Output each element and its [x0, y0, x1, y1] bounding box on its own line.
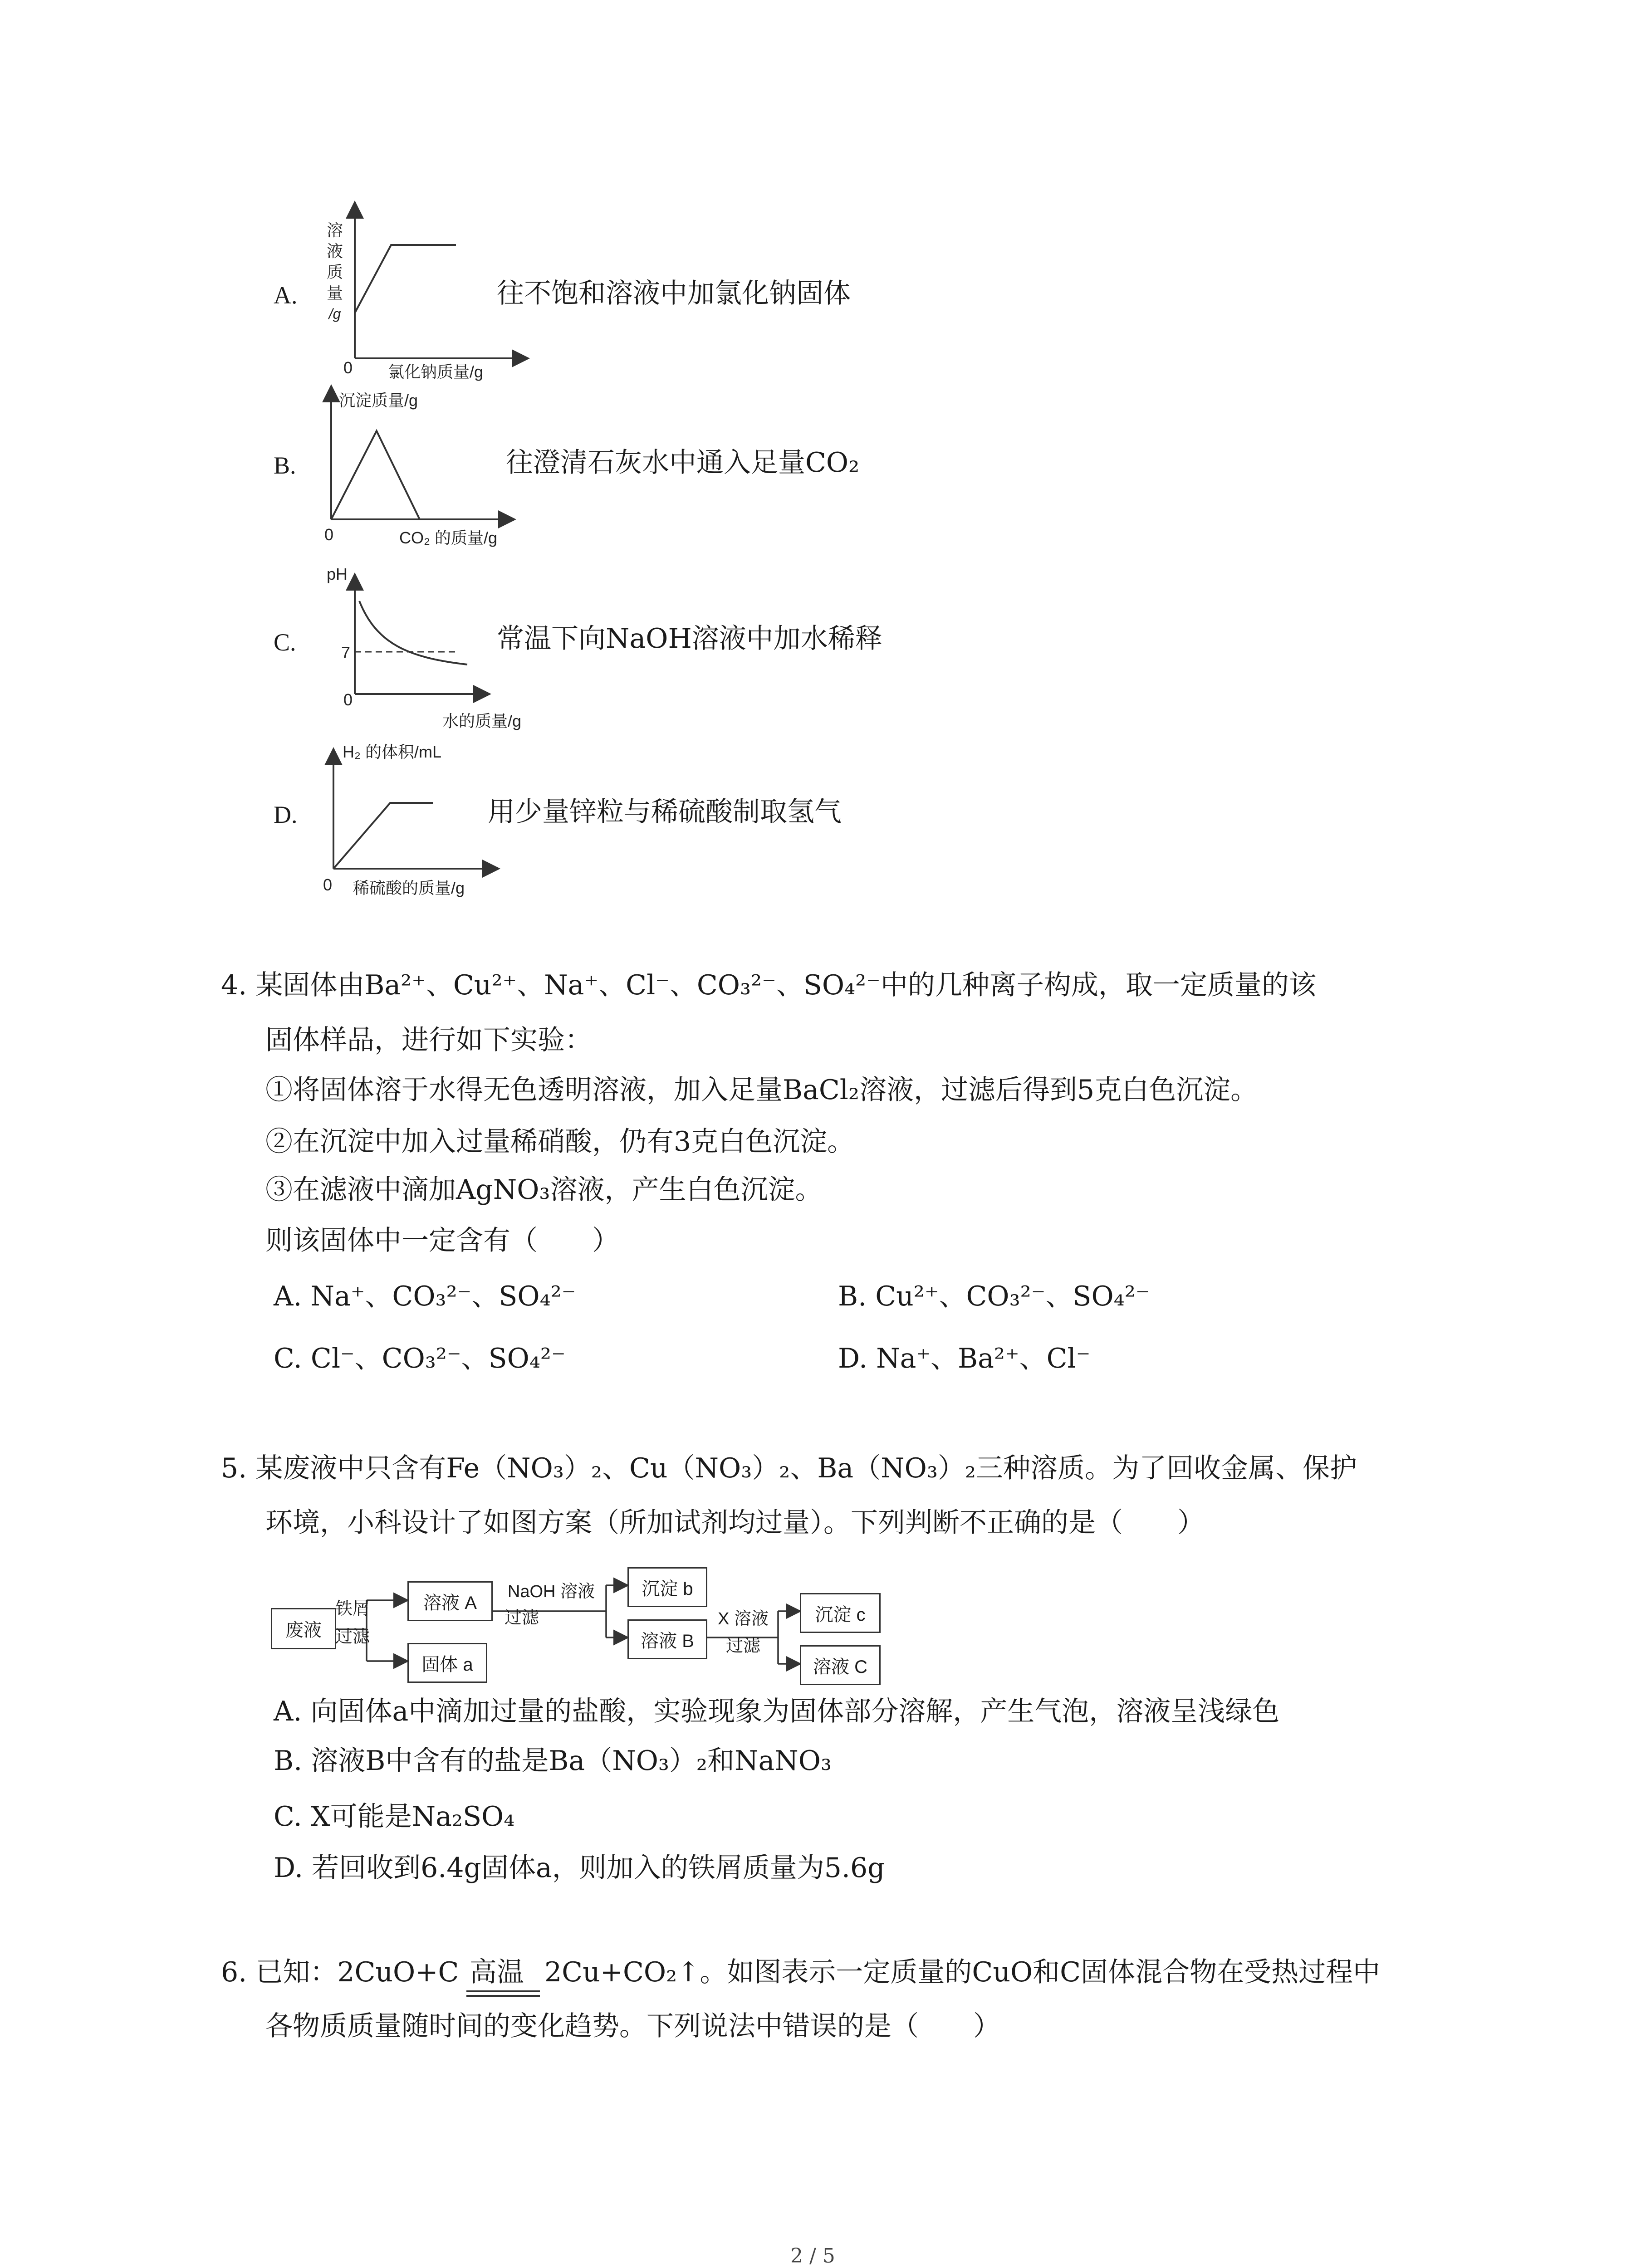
flow-step2-bottom: 过滤	[504, 1608, 539, 1628]
option-c-desc: 常温下向NaOH溶液中加水稀释	[497, 623, 882, 655]
flow-step1-bottom: 过滤	[335, 1628, 370, 1647]
q5-line2: 环境，小科设计了如图方案（所加试剂均过量）。下列判断不正确的是（ ）	[265, 1507, 1205, 1539]
option-c-letter: C.	[274, 629, 296, 656]
graph-c-xlabel: 水的质量/g	[442, 712, 522, 730]
flow-solution-a: 溶液 A	[407, 1581, 493, 1621]
q4-question: 则该固体中一定含有（ ）	[265, 1225, 619, 1256]
q5-option-a: A. 向固体a中滴加过量的盐酸，实验现象为固体部分溶解，产生气泡，溶液呈浅绿色	[274, 1696, 1280, 1727]
page-number: 2 / 5	[790, 2244, 835, 2268]
flow-solid-a: 固体 a	[407, 1643, 487, 1683]
graph-a-ylabel: 溶 液 质 量 /g	[326, 221, 343, 322]
graph-d-ylabel: H₂ 的体积/mL	[343, 743, 441, 761]
q4-option-b: B. Cu²⁺、CO₃²⁻、SO₄²⁻	[838, 1281, 1150, 1312]
q4-line2: 固体样品，进行如下实验：	[265, 1024, 592, 1056]
option-b-desc: 往澄清石灰水中通入足量CO₂	[506, 447, 860, 479]
q4-option-d: D. Na⁺、Ba²⁺、Cl⁻	[838, 1343, 1091, 1374]
flow-solution-b: 溶液 B	[627, 1619, 707, 1659]
q6-line1-end: 2Cu+CO₂↑。如图表示一定质量的CuO和C固体混合物在受热过程中	[544, 1956, 1381, 1988]
condition-underline	[466, 1991, 540, 1996]
graph-b-origin: 0	[324, 525, 334, 544]
q5-option-b: B. 溶液B中含有的盐是Ba（NO₃）₂和NaNO₃	[274, 1745, 832, 1777]
option-d-desc: 用少量锌粒与稀硫酸制取氢气	[488, 796, 842, 828]
graph-c-origin: 0	[343, 690, 353, 709]
flow-waste: 废液	[271, 1608, 336, 1649]
graph-b-ylabel: 沉淀质量/g	[339, 391, 418, 410]
option-d-letter: D.	[274, 801, 298, 828]
flow-step2-top: NaOH 溶液	[507, 1582, 595, 1601]
q6-line1-start: 6. 已知：2CuO+C	[221, 1956, 459, 1988]
graph-a-origin: 0	[343, 358, 353, 377]
flow-precipitate-b: 沉淀 b	[627, 1567, 707, 1607]
flow-step3-top: X 溶液	[718, 1609, 769, 1628]
graph-b-xlabel: CO₂ 的质量/g	[399, 528, 498, 547]
q4-option-c: C. Cl⁻、CO₃²⁻、SO₄²⁻	[274, 1343, 566, 1374]
flow-solution-c: 溶液 C	[800, 1645, 881, 1685]
option-a-desc: 往不饱和溶液中加氯化钠固体	[497, 278, 851, 309]
q5-line1: 5. 某废液中只含有Fe（NO₃）₂、Cu（NO₃）₂、Ba（NO₃）₂三种溶质。为了回收金属、保护	[221, 1452, 1357, 1484]
flow-step3-bottom: 过滤	[725, 1637, 760, 1656]
q5-option-d: D. 若回收到6.4g固体a，则加入的铁屑质量为5.6g	[274, 1852, 885, 1884]
q4-step2: ②在沉淀中加入过量稀硝酸，仍有3克白色沉淀。	[265, 1126, 855, 1158]
graph-c	[355, 576, 488, 694]
graph-d-xlabel: 稀硫酸的质量/g	[353, 879, 465, 897]
q6-line2: 各物质质量随时间的变化趋势。下列说法中错误的是（ ）	[265, 2010, 1000, 2042]
option-a-letter: A.	[274, 282, 298, 309]
q5-option-c: C. X可能是Na₂SO₄	[274, 1801, 515, 1833]
option-b-letter: B.	[274, 452, 296, 479]
graph-a-xlabel: 氯化钠质量/g	[388, 362, 484, 381]
graph-d	[333, 751, 497, 869]
flow-precipitate-c: 沉淀 c	[800, 1593, 881, 1633]
q4-option-a: A. Na⁺、CO₃²⁻、SO₄²⁻	[274, 1281, 576, 1312]
q6-reaction-condition: 高温	[470, 1956, 524, 1988]
flow-step1-top: 铁屑	[335, 1599, 370, 1618]
q4-step3: ③在滤液中滴加AgNO₃溶液，产生白色沉淀。	[265, 1174, 823, 1206]
q4-line1: 4. 某固体由Ba²⁺、Cu²⁺、Na⁺、Cl⁻、CO₃²⁻、SO₄²⁻中的几种离子构成，取一定质量的该	[221, 969, 1316, 1001]
q4-step1: ①将固体溶于水得无色透明溶液，加入足量BaCl₂溶液，过滤后得到5克白色沉淀。	[265, 1074, 1258, 1106]
graph-d-origin: 0	[323, 875, 333, 894]
graph-c-mark-7: 7	[341, 643, 351, 662]
graph-c-ylabel: pH	[327, 565, 348, 583]
